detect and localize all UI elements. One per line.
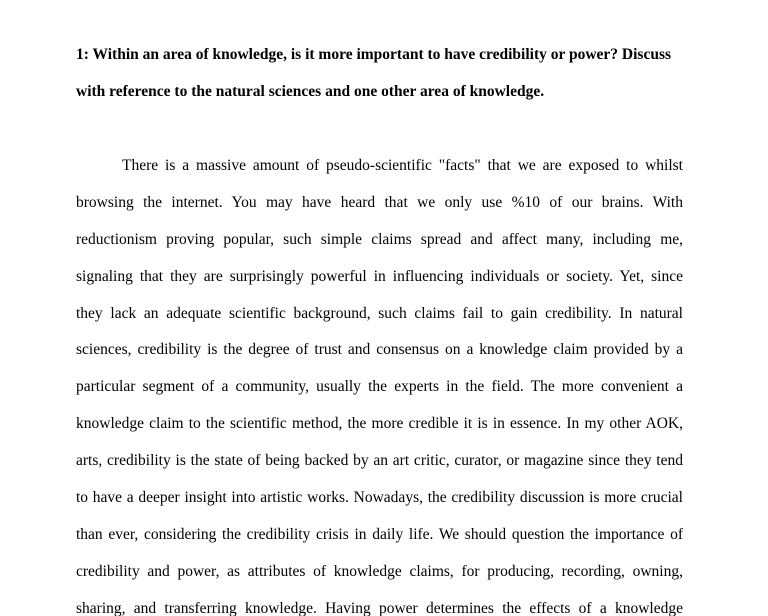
paragraph-line: There is a massive amount of pseudo-scientific "facts" that we are exposed to whilst	[122, 157, 683, 174]
paragraph-line: knowledge claim to the scientific method, the more credible it is in essence. In my other AOK,	[76, 415, 683, 433]
paragraph-line: arts, credibility is the state of being backed by an art critic, curator, or magazine since they tend	[76, 452, 683, 470]
paragraph-line: to have a deeper insight into artistic works. Nowadays, the credibility discussion is more crucial	[76, 489, 683, 507]
paragraph-line: reductionism proving popular, such simple claims spread and affect many, including me,	[76, 230, 683, 248]
paragraph-line: browsing the internet. You may have heard that we only use %10 of our brains. With	[76, 193, 683, 211]
paragraph-line: sharing, and transferring knowledge. Having power determines the effects of a knowledge	[76, 599, 683, 616]
paragraph-line: credibility and power, as attributes of knowledge claims, for producing, recording, owning,	[76, 562, 683, 580]
paragraph-line: signaling that they are surprisingly powerful in influencing individuals or society. Yet, since	[76, 267, 683, 285]
essay-paragraph	[76, 148, 683, 616]
paragraph-line: than ever, considering the credibility crisis in daily life. We should question the importance of	[76, 525, 683, 543]
title-line: 1: Within an area of knowledge, is it more important to have credibility or power? Discuss	[76, 46, 672, 63]
essay-prompt-title	[76, 37, 688, 110]
paragraph-line: they lack an adequate scientific background, such claims fail to gain credibility. In natural	[76, 304, 683, 322]
paragraph-line: particular segment of a community, usually the experts in the field. The more convenient a	[76, 378, 683, 396]
paragraph-line: sciences, credibility is the degree of trust and consensus on a knowledge claim provided by a	[76, 341, 683, 359]
title-line: with reference to the natural sciences and one other area of knowledge.	[76, 82, 545, 100]
